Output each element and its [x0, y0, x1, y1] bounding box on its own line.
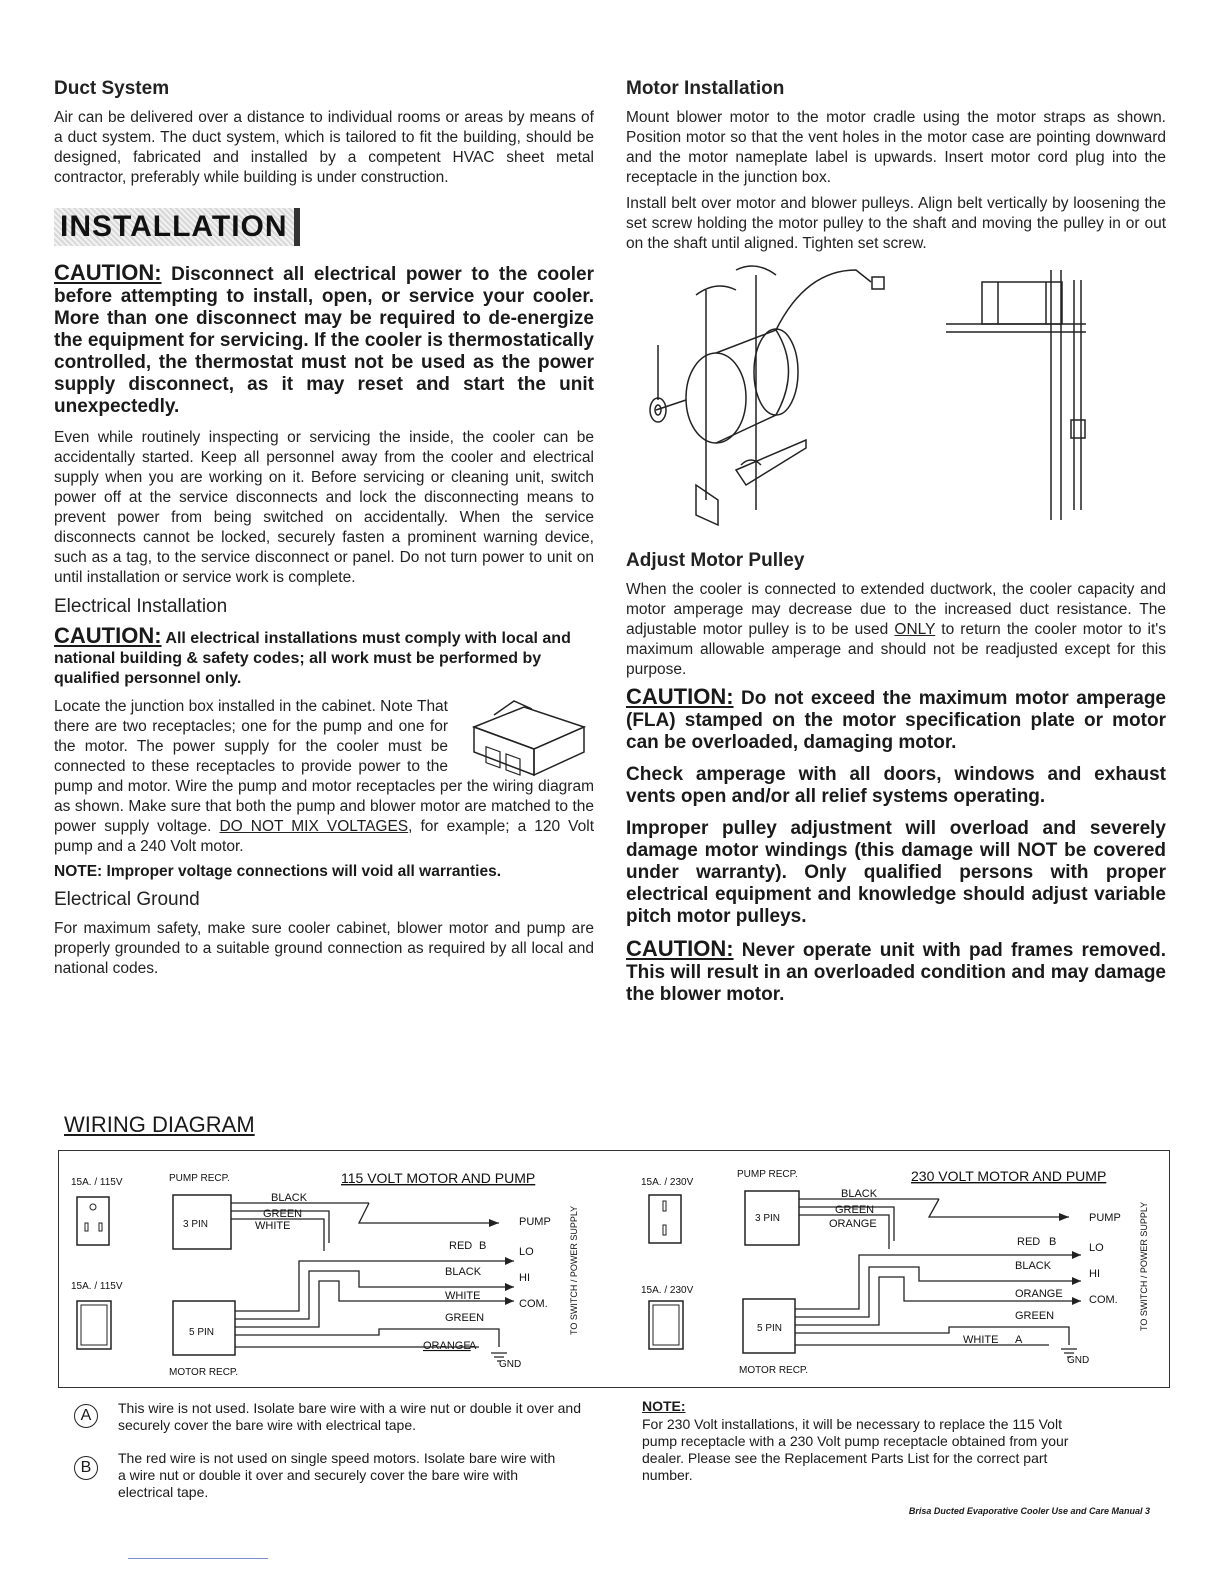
motor-outlet [77, 1301, 111, 1349]
wire-red: RED [1017, 1236, 1041, 1248]
footnote-b-badge: B [74, 1456, 98, 1480]
pump-line-230 [929, 1199, 1069, 1217]
wire-white: WHITE [963, 1334, 999, 1346]
adjust-pulley-text-a: When the cooler is connected to extended ductwork, the cooler capacity and motor amperage may decrease due to the increased duct resistance. The adjustable motor pulley is to be used [626, 581, 1166, 638]
wire-black: BLACK [445, 1266, 482, 1278]
junction-box-text [54, 697, 594, 857]
hi-label: HI [519, 1272, 530, 1284]
motor-text-2: Install belt over motor and blower pulleys. Align belt vertically by loosening the set screw holding the motor pulley to the shaft and moving the pulley in or out on the shaft until aligned. Tighten set screw. [626, 195, 1166, 252]
motor-pulley-illustration [626, 260, 1166, 550]
outlet-slot [99, 1223, 102, 1231]
wiring-diagram-title: WIRING DIAGRAM [64, 1112, 255, 1137]
wiring-diagram-svg [59, 1151, 1169, 1387]
wire-black: BLACK [1015, 1260, 1052, 1272]
ground-text: For maximum safety, make sure cooler cabinet, blower motor and pump are properly grounded to a suitable ground connection as required by all local and national codes. [54, 920, 594, 977]
hi-label: HI [1089, 1268, 1100, 1280]
pump-recp-label: PUMP RECP. [169, 1173, 230, 1184]
outlet-slot [85, 1223, 88, 1231]
caution-disconnect-text: Disconnect all electrical power to the cooler before attempting to install, open, or service your cooler. More than one disconnect may be required to de-energize the equipment for servicing. If the cooler is thermostatically controlled, the thermostat must not be used as the power supply disconnect, as it may reset and start the unit unexpectedly. [54, 264, 594, 417]
caution-amperage [626, 686, 1166, 754]
pump-label: PUMP [1089, 1212, 1121, 1224]
pin5-label: 5 PIN [757, 1323, 783, 1334]
wire-green: GREEN [1015, 1310, 1055, 1322]
wire-orange: ORANGE [1015, 1288, 1063, 1300]
do-not-mix-text: DO NOT MIX VOLTAGES [219, 818, 409, 835]
motor-recp-label: MOTOR RECP. [739, 1365, 809, 1376]
mark-a: A [1015, 1334, 1023, 1346]
gnd-label: GND [1067, 1355, 1090, 1366]
electrical-installation-heading: Electrical Installation [54, 596, 228, 617]
wire-green: GREEN [835, 1204, 875, 1216]
wire-black: BLACK [271, 1192, 308, 1204]
duct-text: Air can be delivered over a distance to individual rooms or areas by means of a duct system. The duct system, which is tailored to fit the building, should be designed, fabricated and installed by a competent HVAC sheet metal contractor, preferably while building is under construction. [54, 109, 594, 186]
motor-recp-label: MOTOR RECP. [169, 1367, 239, 1378]
footnote-a: This wire is not used. Isolate bare wire with a wire nut or double it over and securely cover the bare wire with electrical tape. [118, 1400, 582, 1433]
com-label: COM. [1089, 1294, 1118, 1306]
right-column [626, 78, 1166, 1016]
wire-orange: ORANGE [829, 1218, 877, 1230]
page-footer: Brisa Ducted Evaporative Cooler Use and Care Manual 3 [908, 1506, 1150, 1516]
wire-orange: ORANGE [423, 1340, 471, 1352]
motor-outlet-face [653, 1305, 679, 1345]
junction-box-illustration [454, 697, 594, 777]
lo-label: LO [519, 1246, 534, 1258]
mark-b: B [479, 1240, 487, 1252]
rating-label: 15A. / 115V [71, 1281, 123, 1292]
outlet-ground-hole [90, 1204, 96, 1210]
left-column [54, 78, 594, 985]
pump-line [359, 1203, 499, 1223]
footnote-a-badge: A [74, 1404, 98, 1428]
caution-word: CAUTION: [626, 936, 734, 961]
caution-pad-frames-text: Never operate unit with pad frames removed. This will result in an overloaded condition and may damage the blower motor. [626, 940, 1166, 1005]
wire-red: RED [449, 1240, 473, 1252]
diagram-title-230: 230 VOLT MOTOR AND PUMP [911, 1168, 1107, 1184]
check-amperage-text: Check amperage with all doors, windows and exhaust vents open and/or all relief systems operating. [626, 764, 1166, 807]
wire-white: WHITE [445, 1290, 481, 1302]
note-label: NOTE: [642, 1398, 686, 1414]
to-switch-label: TO SWITCH / POWER SUPPLY [569, 1205, 579, 1335]
service-text: Even while routinely inspecting or servicing the inside, the cooler can be accidentally started. Keep all personnel away from the cooler and electrical supply when you are working on it. Before servicing or cleaning unit, switch power off at the service disconnects and lock the disconnecting means to prevent power from being switched on accidentally. When the service disconnects cannot be locked, securely fasten a prominent warning device, such as a tag, to the service disconnect or panel. Do not turn power to unit on until installation or service work is complete. [54, 429, 594, 586]
pulley-side-illustration [946, 270, 1086, 520]
lo-label: LO [1089, 1242, 1104, 1254]
motor-installation-heading: Motor Installation [626, 78, 785, 99]
diagram-title-115: 115 VOLT MOTOR AND PUMP [341, 1170, 536, 1186]
adjust-pulley-text [626, 580, 1166, 680]
improper-adjustment-text: Improper pulley adjustment will overload and severely damage motor windings (this damage will NOT be covered under warranty). Only qualified persons with proper electrical equipment and knowledge should adjust variable pitch motor pulleys. [626, 818, 1166, 927]
installation-banner [54, 208, 300, 246]
motor-outlet-face [81, 1305, 107, 1345]
mark-b: B [1049, 1236, 1057, 1248]
caution-word: CAUTION: [54, 623, 162, 648]
motor-illustration [650, 266, 884, 525]
wire-arrows [489, 1219, 514, 1305]
wire-green: GREEN [445, 1312, 485, 1324]
gnd-label: GND [499, 1359, 522, 1370]
wiring-230v [641, 1168, 1149, 1376]
pump-outlet-230 [649, 1195, 681, 1243]
mark-a: A [469, 1340, 477, 1352]
note-230v-text: For 230 Volt installations, it will be necessary to replace the 115 Volt pump receptacle with a 230 Volt pump receptacle obtained from your dealer. Please see the Replacement Parts List for the correct part number. [642, 1416, 1069, 1483]
bottom-rule [128, 1558, 268, 1559]
footnote-b: The red wire is not used on single speed motors. Isolate bare wire with a wire nut or double it over and securely cover the bare wire with electrical tape. [118, 1450, 556, 1500]
voltage-warranty-note: NOTE: Improper voltage connections will void all warranties. [54, 863, 502, 880]
installation-banner-text: INSTALLATION [60, 210, 288, 243]
wire-black: BLACK [841, 1188, 878, 1200]
pump-label: PUMP [519, 1216, 551, 1228]
wiring-diagram [58, 1150, 1170, 1388]
caution-word: CAUTION: [626, 684, 734, 709]
rating-label: 15A. / 230V [641, 1177, 694, 1188]
caution-electrical [54, 623, 594, 689]
wire-white: WHITE [255, 1220, 291, 1232]
to-switch-label: TO SWITCH / POWER SUPPLY [1139, 1201, 1149, 1331]
motor-text-1: Mount blower motor to the motor cradle using the motor straps as shown. Position motor so that the vent holes in the motor case are pointing downward and the motor nameplate label is upwards. Insert motor cord plug into the receptacle in the junction box. [626, 109, 1166, 186]
junction-box-body: Locate the junction box installed in the cabinet. Note That there are two receptacles; one for the pump and one for the motor. The power supply for the cooler must be connected to these receptacles to provide power to the pump and motor. Wire the pump and motor receptacles per the wiring diagram as shown. Make sure that both the pump and blower motor are matched to the power supply voltage. [54, 698, 594, 835]
pin5-label: 5 PIN [189, 1327, 215, 1338]
caution-electrical-text: All electrical installations must comply with local and national building & safety codes; all work must be performed by qualified personnel only. [54, 630, 571, 687]
caution-word: CAUTION: [54, 260, 162, 285]
rating-label: 15A. / 230V [641, 1285, 694, 1296]
caution-pad-frames [626, 938, 1166, 1006]
caution-amperage-text: Do not exceed the maximum motor amperage (FLA) stamped on the motor specification plate or motor can be overloaded, damaging motor. [626, 688, 1166, 753]
duct-heading: Duct System [54, 78, 170, 99]
pin3-label: 3 PIN [755, 1213, 781, 1224]
pump-recp-label: PUMP RECP. [737, 1169, 798, 1180]
caution-disconnect [54, 262, 594, 418]
com-label: COM. [519, 1298, 548, 1310]
motor-outlet-230 [649, 1301, 683, 1349]
voltage-example-text: , for example; a 120 Volt pump and a 240 Volt motor. [54, 818, 595, 855]
rating-label: 15A. / 115V [71, 1177, 123, 1188]
pin3-label: 3 PIN [183, 1219, 209, 1230]
wire-green: GREEN [263, 1208, 303, 1220]
wiring-115v [71, 1170, 579, 1378]
outlet-slot [663, 1201, 666, 1211]
electrical-ground-heading: Electrical Ground [54, 889, 200, 910]
adjust-pulley-text-b: to return the cooler motor to it's maximum allowable amperage and should not be readjusted except for this purpose. [626, 621, 1166, 678]
outlet-slot [663, 1225, 666, 1235]
only-text: ONLY [894, 621, 936, 638]
adjust-pulley-heading: Adjust Motor Pulley [626, 550, 805, 571]
